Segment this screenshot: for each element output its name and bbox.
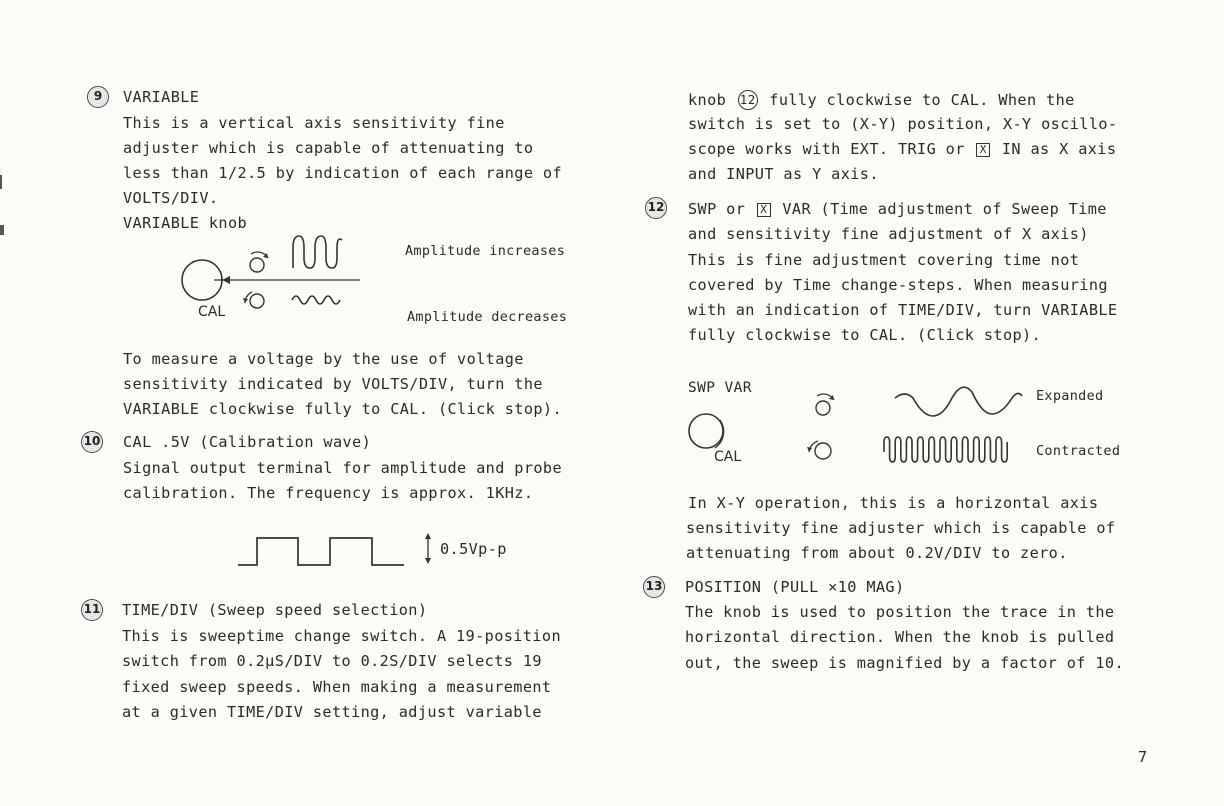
continued-line-4: and INPUT as Y axis. — [688, 165, 879, 183]
section-10-text-line: Signal output terminal for amplitude and probe — [123, 459, 563, 477]
section-11-text-line: fixed sweep speeds. When making a measurement — [122, 678, 552, 696]
section-9-text-line: This is a vertical axis sensitivity fine — [123, 114, 505, 132]
section-13-title: POSITION (PULL ×10 MAG) — [685, 578, 905, 596]
amplitude-decreases-label: Amplitude decreases — [407, 309, 568, 325]
section-9-number: 9 — [87, 86, 109, 108]
section-13-text-line: out, the sweep is magnified by a factor of 10. — [685, 654, 1125, 672]
section-11-number: 11 — [81, 599, 103, 621]
section-12-text-line: sensitivity fine adjuster which is capable of — [686, 519, 1116, 537]
section-12-text-line: covered by Time change-steps. When measuring — [688, 276, 1108, 294]
cal-caption: CAL — [198, 304, 226, 320]
section-10-number: 10 — [81, 431, 103, 453]
x-box-symbol: X — [757, 203, 771, 217]
section-9-text-line: VOLTS/DIV. — [123, 189, 219, 207]
cal-caption: CAL — [714, 449, 742, 465]
section-12-text-line: In X-Y operation, this is a horizontal axis — [688, 494, 1099, 512]
continued-line-2: switch is set to (X-Y) position, X-Y oscillo- — [688, 115, 1118, 133]
ref-12-marker: 12 — [738, 90, 758, 110]
continued-text: scope works with EXT. TRIG or — [688, 140, 965, 158]
section-12-text-line: This is fine adjustment covering time not — [688, 251, 1080, 269]
section-9-text-line: VARIABLE clockwise fully to CAL. (Click stop). — [123, 400, 563, 418]
expanded-label: Expanded — [1036, 388, 1104, 404]
section-11-text-line: This is sweeptime change switch. A 19-position — [122, 627, 562, 645]
section-13-number: 13 — [643, 576, 665, 598]
contracted-label: Contracted — [1036, 443, 1121, 459]
section-11-text-line: switch from 0.2µS/DIV to 0.2S/DIV selects 19 — [122, 652, 542, 670]
continued-text: knob — [688, 91, 727, 109]
swp-var-label: SWP VAR — [688, 380, 752, 396]
amplitude-label: 0.5Vp-p — [440, 540, 507, 558]
section-11-title: TIME/DIV (Sweep speed selection) — [122, 601, 428, 619]
section-12-text-line: and sensitivity fine adjustment of X axis) — [688, 225, 1089, 243]
section-9-title: VARIABLE — [123, 88, 200, 106]
section-9-text-line: less than 1/2.5 by indication of each range of — [123, 164, 563, 182]
section-12-text-line: with an indication of TIME/DIV, turn VARIABLE — [688, 301, 1118, 319]
section-12-text-line: attenuating from about 0.2V/DIV to zero. — [686, 544, 1068, 562]
continued-text: IN as X axis — [1001, 140, 1117, 158]
page-number: 7 — [1138, 748, 1148, 766]
section-10-text-line: calibration. The frequency is approx. 1KHz. — [123, 484, 534, 502]
section-9-text-line: To measure a voltage by the use of voltage — [123, 350, 524, 368]
section-12-title-text: SWP or — [688, 200, 746, 218]
x-box-symbol: X — [976, 143, 990, 157]
section-11-text-line: at a given TIME/DIV setting, adjust variable — [122, 703, 542, 721]
continued-text: fully clockwise to CAL. When the — [769, 91, 1075, 109]
section-13-text-line: The knob is used to position the trace in the — [685, 603, 1115, 621]
section-9-text-line: sensitivity indicated by VOLTS/DIV, turn the — [123, 375, 543, 393]
section-12-title-text: VAR (Time adjustment of Sweep Time — [782, 200, 1107, 218]
amplitude-increases-label: Amplitude increases — [405, 243, 566, 259]
section-12-number: 12 — [645, 197, 667, 219]
variable-knob-label: VARIABLE knob — [123, 214, 248, 232]
section-9-text-line: adjuster which is capable of attenuating to — [123, 139, 534, 157]
section-12-text-line: fully clockwise to CAL. (Click stop). — [688, 326, 1042, 344]
section-10-title: CAL .5V (Calibration wave) — [123, 433, 372, 451]
section-13-text-line: horizontal direction. When the knob is pulled — [685, 628, 1115, 646]
